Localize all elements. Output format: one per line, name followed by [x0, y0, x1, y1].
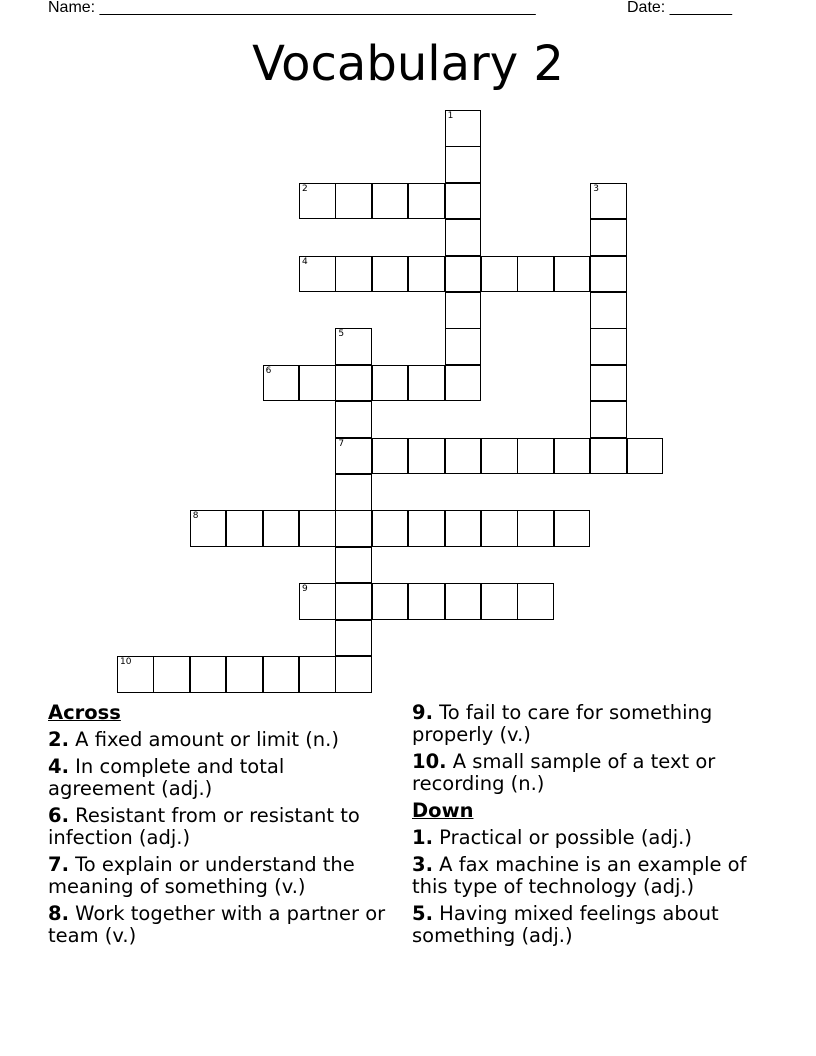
grid-cell[interactable]: [445, 510, 482, 547]
clue-number: 4: [302, 256, 308, 267]
name-field[interactable]: Name: _________________________________________________: [48, 0, 536, 16]
grid-cell[interactable]: [372, 365, 409, 402]
grid-cell[interactable]: [408, 510, 445, 547]
grid-cell[interactable]: [335, 365, 372, 402]
clues-left-column: [48, 702, 393, 952]
grid-cell[interactable]: [190, 656, 227, 693]
grid-cell[interactable]: [481, 438, 518, 475]
clue-across-9: 9. To fail to care for something properly (v.): [412, 701, 713, 746]
grid-cell[interactable]: [627, 438, 664, 475]
grid-cell[interactable]: [372, 438, 409, 475]
grid-cell[interactable]: [590, 219, 627, 256]
grid-cell[interactable]: [408, 256, 445, 293]
clue-number: 6: [265, 365, 272, 376]
grid-cell[interactable]: [445, 365, 482, 402]
grid-cell[interactable]: [335, 547, 372, 584]
grid-cell[interactable]: [445, 256, 482, 293]
grid-cell[interactable]: [517, 510, 554, 547]
grid-cell[interactable]: [517, 256, 554, 293]
grid-cell[interactable]: [590, 256, 627, 293]
clues-right-column: [412, 702, 757, 952]
down-heading: Down: [412, 799, 474, 822]
grid-cell[interactable]: [445, 583, 482, 620]
grid-cell[interactable]: [299, 183, 336, 220]
grid-cell[interactable]: [445, 219, 482, 256]
grid-cell[interactable]: [408, 438, 445, 475]
grid-cell[interactable]: [299, 583, 336, 620]
clue-number: 1: [447, 111, 454, 121]
clue-number: 8: [192, 511, 199, 522]
clue-down-1: 1. Practical or possible (adj.): [412, 826, 692, 849]
grid-cell[interactable]: [481, 256, 518, 293]
grid-cell[interactable]: [335, 656, 372, 693]
grid-cell[interactable]: [335, 583, 372, 620]
clue-number: 7: [338, 438, 345, 449]
grid-cell[interactable]: [226, 656, 263, 693]
clue-across-7: 7. To explain or understand the meaning of something (v.): [48, 853, 355, 898]
grid-cell[interactable]: [408, 365, 445, 402]
grid-cell[interactable]: [590, 401, 627, 438]
grid-cell[interactable]: [263, 656, 300, 693]
grid-cell[interactable]: [299, 256, 336, 293]
grid-cell[interactable]: [445, 328, 482, 365]
grid-cell[interactable]: [335, 256, 372, 293]
clue-down-5: 5. Having mixed feelings about something (adj.): [412, 902, 719, 947]
clue-across-8: 8. Work together with a partner or team (v.): [48, 902, 386, 947]
grid-cell[interactable]: [517, 583, 554, 620]
grid-cell[interactable]: [372, 510, 409, 547]
grid-cell[interactable]: [299, 365, 336, 402]
header: [48, 0, 768, 18]
clue-down-3: 3. A fax machine is an example of this type of technology (adj.): [412, 853, 747, 898]
across-heading: Across: [48, 701, 121, 724]
grid-cell[interactable]: [590, 292, 627, 329]
grid-cell[interactable]: [590, 365, 627, 402]
clue-number: 10: [120, 657, 132, 667]
grid-cell[interactable]: [517, 438, 554, 475]
grid-cell[interactable]: [445, 146, 482, 183]
grid-cell[interactable]: [590, 328, 627, 365]
grid-cell[interactable]: [445, 438, 482, 475]
grid-cell[interactable]: [335, 474, 372, 511]
clue-number: 2: [302, 183, 308, 194]
grid-cell[interactable]: [335, 510, 372, 547]
grid-cell[interactable]: [554, 256, 591, 293]
clue-across-2: 2. A fixed amount or limit (n.): [48, 728, 339, 751]
date-field[interactable]: Date: _______: [627, 0, 732, 16]
grid-cell[interactable]: [335, 183, 372, 220]
grid-cell[interactable]: [335, 620, 372, 657]
grid-cell[interactable]: [153, 656, 190, 693]
grid-cell[interactable]: [554, 438, 591, 475]
grid-cell[interactable]: [335, 401, 372, 438]
grid-cell[interactable]: [263, 510, 300, 547]
clue-across-10: 10. A small sample of a text or recording (n.): [412, 750, 716, 795]
grid-cell[interactable]: [590, 183, 627, 220]
grid-cell[interactable]: [445, 110, 482, 147]
clue-across-4: 4. In complete and total agreement (adj.): [48, 755, 285, 800]
grid-cell[interactable]: [590, 438, 627, 475]
grid-cell[interactable]: [335, 438, 372, 475]
clue-number: 3: [593, 183, 599, 194]
grid-cell[interactable]: [372, 256, 409, 293]
clue-number: 9: [302, 584, 308, 595]
clue-number: 5: [338, 329, 345, 340]
grid-cell[interactable]: [554, 510, 591, 547]
grid-cell[interactable]: [408, 183, 445, 220]
page-title: Vocabulary 2: [252, 36, 564, 92]
grid-cell[interactable]: [299, 510, 336, 547]
grid-cell[interactable]: [445, 183, 482, 220]
grid-cell[interactable]: [226, 510, 263, 547]
grid-cell[interactable]: [117, 656, 154, 693]
grid-cell[interactable]: [481, 510, 518, 547]
grid-cell[interactable]: [299, 656, 336, 693]
grid-cell[interactable]: [408, 583, 445, 620]
grid-cell[interactable]: [335, 328, 372, 365]
clue-across-6: 6. Resistant from or resistant to infection (adj.): [48, 804, 360, 849]
grid-cell[interactable]: [481, 583, 518, 620]
grid-cell[interactable]: [263, 365, 300, 402]
grid-cell[interactable]: [190, 510, 227, 547]
grid-cell[interactable]: [372, 583, 409, 620]
grid-cell[interactable]: [372, 183, 409, 220]
grid-cell[interactable]: [445, 292, 482, 329]
